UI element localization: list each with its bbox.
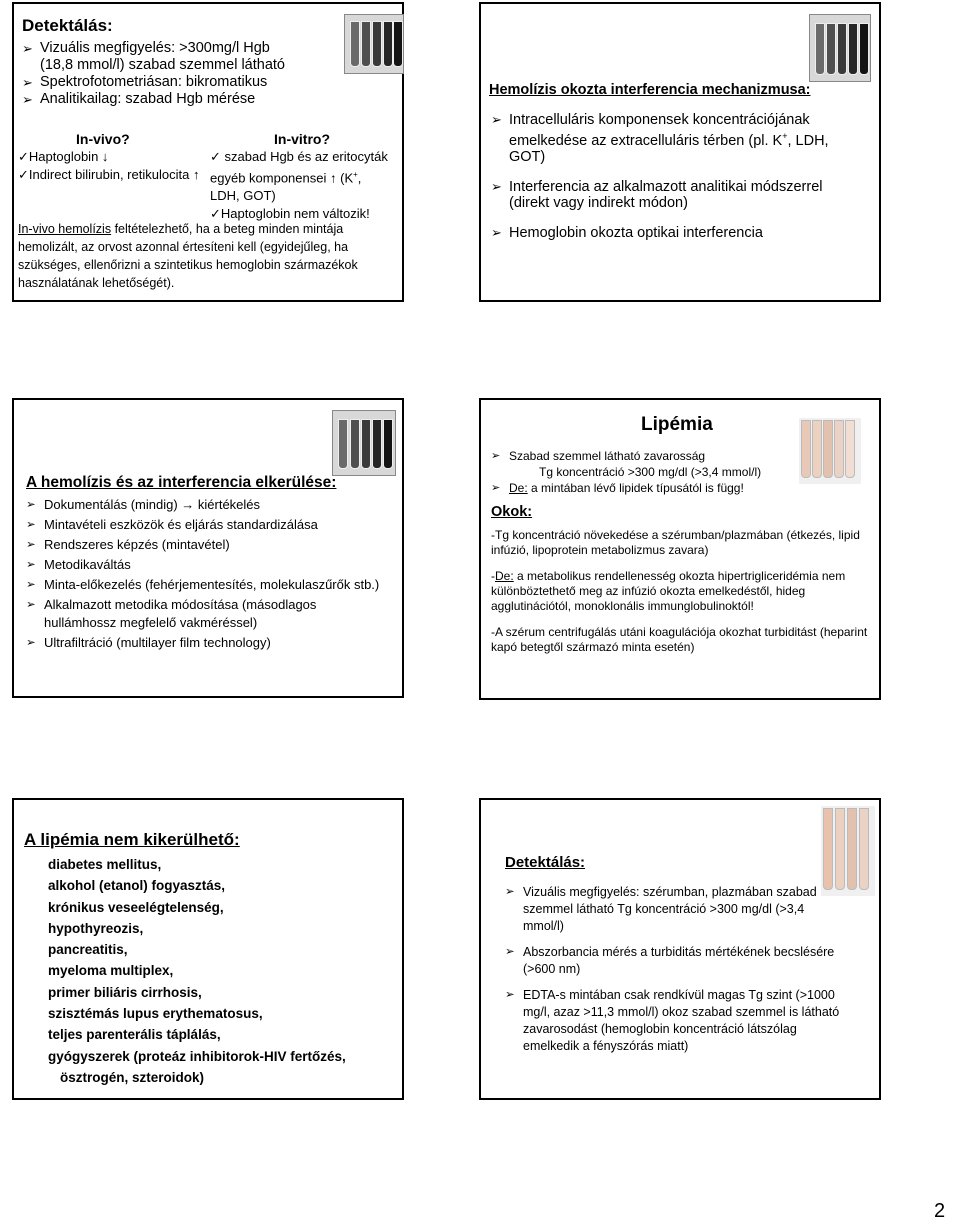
cause-item: krónikus veseelégtelenség,: [48, 899, 224, 915]
bullet-lipid-type: ➢ De: a mintában lévő lipidek típusától is függ!: [491, 480, 791, 496]
bullet-method-change: ➢ Metodikaváltás: [26, 556, 386, 574]
bullet-edta: ➢ EDTA-s mintában csak rendkívül magas Tg szint (>1000 mg/l, azaz >11,3 mmol/l) okoz szabad szemmel is látható zavarosodást (hemoglobin koncentráció látszólag emelkedik a fényszórás miatt): [505, 987, 845, 1055]
slide-2: [479, 2, 881, 302]
check-icon: ✓: [210, 206, 221, 222]
slide-1: [12, 2, 404, 302]
cause-item: primer biliáris cirrhosis,: [48, 984, 202, 1000]
bullet-method-modification: ➢ Alkalmazott metodika módosítása (másodlagos hullámhossz megfelelő vakméréssel): [26, 596, 386, 632]
slide-2-title: Hemolízis okozta interferencia mechanizmusa:: [489, 82, 811, 98]
bullet-spectro: ➢ Spektrofotometriásan: bikromatikus: [22, 74, 342, 91]
test-tubes-image: [821, 806, 875, 896]
bullet-optical: ➢ Hemoglobin okozta optikai interferencia: [491, 225, 863, 241]
invivo-item-haptoglobin: ✓Haptoglobin ↓: [18, 149, 109, 164]
slide-5: [12, 798, 404, 1100]
slide-6-title: Detektálás:: [505, 854, 586, 871]
cause-item: myeloma multiplex,: [48, 963, 174, 979]
bullet-absorbance: ➢ Abszorbancia mérés a turbiditás mértékének becslésére (>600 nm): [505, 944, 845, 978]
lipemia-causes-list: [48, 854, 398, 1088]
slide-1-title: Detektálás:: [22, 16, 113, 35]
cause-item: alkohol (etanol) fogyasztás,: [48, 878, 226, 894]
up-arrow-icon: ↑: [192, 167, 200, 182]
page-number: 2: [934, 1200, 946, 1222]
down-arrow-icon: ↓: [101, 149, 109, 164]
okok-label: Okok:: [491, 504, 533, 520]
bullet-visual-observation: ➢ Vizuális megfigyelés: szérumban, plazmában szabad szemmel látható Tg koncentráció >300 mg/dl (>3,4 mmol/l): [505, 884, 845, 935]
cause-item: gyógyszerek (proteáz inhibitorok-HIV fertőzés,: [48, 1048, 346, 1064]
slide-4: [479, 398, 881, 700]
lipemia-bullets: [491, 448, 791, 496]
slide-2-bullets: [491, 112, 863, 241]
bullet-turbidity: ➢ Szabad szemmel látható zavarosság Tg koncentráció >300 mg/dl (>3,4 mmol/l): [491, 448, 791, 480]
cause-tg-increase: -Tg koncentráció növekedése a szérumban/plazmában (étkezés, lipid infúzió, lipoprotein metabolizmus zavara): [491, 528, 860, 557]
slide-4-title: Lipémia: [641, 414, 713, 435]
cause-item: teljes parenterális táplálás,: [48, 1027, 221, 1043]
bullet-training: ➢ Rendszeres képzés (mintavétel): [26, 536, 386, 554]
test-tubes-image: [344, 14, 404, 74]
bullet-ultrafiltration: ➢ Ultrafiltráció (multilayer film technology): [26, 634, 386, 652]
cause-coagulation: -A szérum centrifugálás utáni koagulációja okozhat turbiditást (heparint kapó betegtől származó minta esetén): [491, 625, 868, 654]
check-icon: ✓: [18, 167, 29, 182]
invivo-paragraph: In-vivo hemolízis feltételezhető, ha a beteg minden mintája hemolizált, az orvost azonnal értesíteni kell (egyidejűleg, ha szükséges, ellenőrizni a szintetikus hemoglobin származékok használatának lehetőségét).: [18, 222, 358, 290]
slide-6-bullets: [505, 884, 845, 1055]
bullet-visual: ➢ Vizuális megfigyelés: >300mg/l Hgb (18,8 mmol/l) szabad szemmel látható: [22, 40, 342, 74]
check-icon: ✓: [210, 149, 221, 164]
cause-item-continued: ösztrogén, szteroidok): [60, 1069, 205, 1085]
invivo-heading: In-vivo?: [76, 131, 130, 147]
invivo-list: [18, 148, 199, 184]
invitro-heading: In-vitro?: [274, 131, 330, 147]
cause-item: diabetes mellitus,: [48, 857, 162, 872]
invitro-list: ✓ szabad Hgb és az eritocyták egyéb komponensei ↑ (K+, LDH, GOT) ✓Haptoglobin nem változik!: [210, 149, 388, 222]
invivo-item-bilirubin: ✓Indirect bilirubin, retikulocita ↑: [18, 167, 200, 182]
cause-item: hypothyreozis,: [48, 920, 144, 936]
cause-item: szisztémás lupus erythematosus,: [48, 1006, 263, 1022]
lipemia-causes: [491, 528, 871, 655]
bullet-pretreatment: ➢ Minta-előkezelés (fehérjementesítés, molekulaszűrők stb.): [26, 576, 386, 594]
up-arrow-icon: ↑: [329, 170, 337, 186]
bullet-standardization: ➢ Mintavételi eszközök és eljárás standardizálása: [26, 516, 386, 534]
slide-1-bullets: [22, 40, 342, 108]
slide-3: [12, 398, 404, 698]
check-icon: ✓: [18, 149, 29, 164]
test-tubes-image: [332, 410, 396, 476]
test-tubes-image: [809, 14, 871, 82]
bullet-interference: ➢ Interferencia az alkalmazott analitikai módszerrel (direkt vagy indirekt módon): [491, 179, 863, 211]
bullet-intracellular: ➢ Intracelluláris komponensek koncentrációjának emelkedése az extracelluláris térben (pl. K+, LDH, GOT): [491, 112, 863, 165]
test-tubes-image: [799, 418, 861, 484]
bullet-documentation: ➢ Dokumentálás (mindig) → kiértékelés: [26, 496, 386, 514]
bullet-analytic: ➢ Analitikailag: szabad Hgb mérése: [22, 91, 342, 108]
slide-3-title: A hemolízis és az interferencia elkerülése:: [26, 474, 337, 491]
slide-6: [479, 798, 881, 1100]
slide-3-bullets: [26, 496, 386, 652]
slide-5-title: A lipémia nem kikerülhető:: [24, 830, 240, 849]
cause-metabolic: -De: a metabolikus rendellenesség okozta hipertrigliceridémia nem különböztethető meg az infúzió okozta emelkedéstől, hideg agglutinációtól, monoklonális immunglobulinoktól!: [491, 569, 846, 613]
cause-item: pancreatitis,: [48, 942, 128, 958]
